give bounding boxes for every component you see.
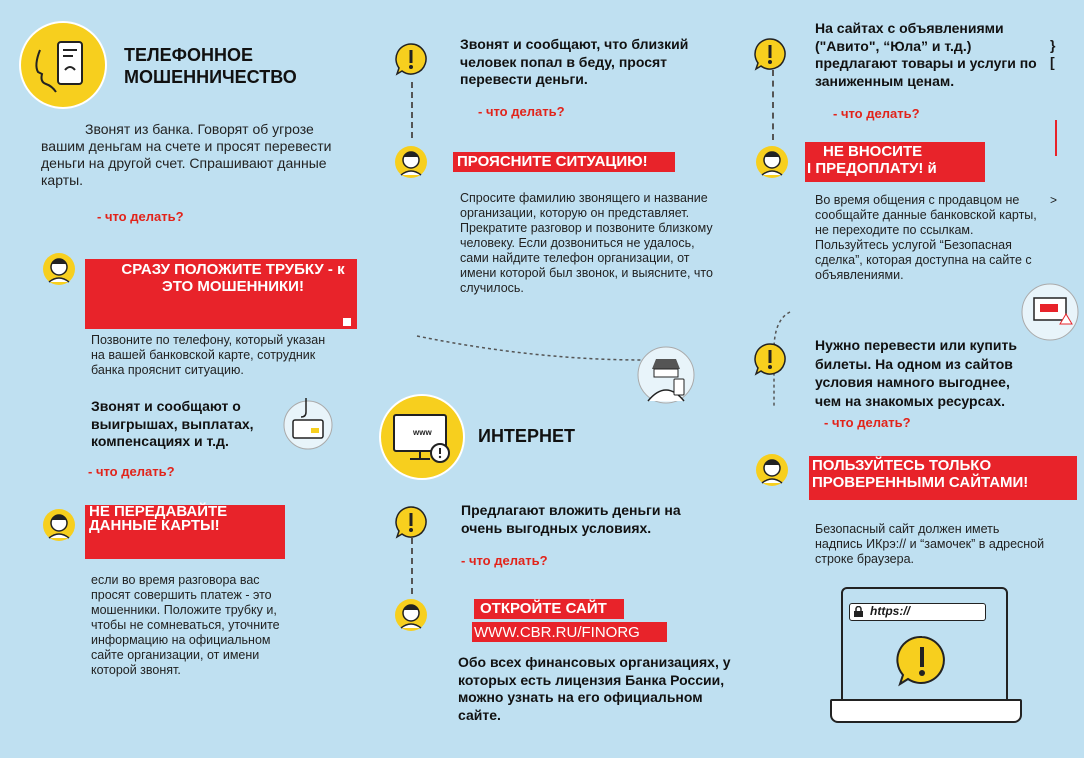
address-bar-url: https:// [870, 604, 910, 618]
operator-face-icon [755, 145, 789, 179]
warning-icon [394, 42, 428, 76]
trusted-sites-banner: ПОЛЬЗУЙТЕСЬ ТОЛЬКО ПРОВЕРЕННЫМИ САЙТАМИ! [809, 456, 1077, 500]
stray-brace: } [1050, 37, 1056, 53]
lock-icon [853, 606, 864, 618]
dashed-connector [415, 330, 645, 400]
safe-site-advice: Безопасный сайт должен иметь надпись ИКрэ:// и “замочек” в адресной строке браузера. [815, 522, 1045, 566]
stray-red-mark [1055, 120, 1057, 156]
what-to-do-label: - что делать? [833, 106, 920, 121]
phone-scam-icon [18, 20, 108, 110]
cbr-link[interactable]: WWW.CBR.RU/FINORG [472, 622, 667, 642]
screen-www-label: www [413, 428, 432, 437]
dont-share-card-banner: НЕ ПЕРЕДАВАЙТЕ ДАННЫЕ КАРТЫ! [85, 505, 285, 559]
phone-scam-title: ТЕЛЕФОННОЕ МОШЕННИЧЕСТВО [124, 45, 297, 87]
card-hook-icon [283, 394, 333, 456]
operator-face-icon [42, 508, 76, 542]
operator-face-icon [394, 598, 428, 632]
dashed-connector [772, 70, 774, 140]
warning-icon [896, 635, 948, 687]
what-to-do-label: - что делать? [461, 553, 548, 568]
dashed-connector [411, 538, 413, 594]
what-to-do-label: - что делать? [824, 415, 911, 430]
stray-bracket: [ [1050, 54, 1055, 70]
bank-advice: Позвоните по телефону, который указан на вашей банковской карте, сотрудник банка прояснит ситуацию. [91, 333, 326, 377]
what-to-do-label: - что делать? [478, 104, 565, 119]
clarify-banner: ПРОЯСНИТЕ СИТУАЦИЮ! [453, 152, 675, 172]
clarify-advice: Спросите фамилию звонящего и название организации, которую он представляет. Прекратите разговор и позвоните близкому человеку. Если дозвониться не удалось, сами найдите телефон организации, от имени которой был звонок, и выясните, что случилось. [460, 191, 713, 295]
hang-up-banner: СРАЗУ ПОЛОЖИТЕ ТРУБКУ - к ЭТО МОШЕННИКИ! [85, 259, 357, 329]
prize-scam-text: Звонят и сообщают о выигрышах, выплатах, компенсациях и т.д. [91, 398, 254, 449]
open-site-banner: ОТКРОЙТЕ САЙТ [474, 599, 624, 619]
relative-scam-text: Звонят и сообщают, что близкий человек попал в беду, просят перевести деньги. [460, 36, 689, 87]
ads-scam-text: На сайтах с объявлениями ("Авито", “Юла” и т.д.) предлагают товары и услуги по заниженным ценам. [815, 20, 1037, 89]
internet-title: ИНТЕРНЕТ [478, 426, 575, 446]
warning-icon [753, 342, 787, 376]
stray-chevron: > [1050, 193, 1058, 207]
prepayment-advice: Во время общения с продавцом не сообщайте данные банковской карты, не переходите по ссылкам. Пользуйтесь услугой “Безопасная сделка”, которая доступна на сайте с объявлениями. [815, 193, 1037, 282]
operator-face-icon [42, 252, 76, 286]
operator-face-icon [755, 453, 789, 487]
investment-scam-text: Предлагают вложить деньги на очень выгодных условиях. [461, 502, 681, 536]
laptop-base [830, 699, 1022, 723]
internet-icon [378, 393, 466, 481]
stray-white-square [343, 318, 351, 326]
hacker-icon [636, 345, 696, 405]
operator-face-icon [394, 145, 428, 179]
cbr-advice: Обо всех финансовых организациях, у которых есть лицензия Банка России, можно узнать на его официальном сайте. [458, 654, 731, 723]
warning-icon [753, 37, 787, 71]
no-prepayment-banner: НЕ ВНОСИТЕ I ПРЕДОПЛАТУ! й [805, 142, 985, 182]
payment-advice: если во время разговора вас просят совершить платеж - это мошенники. Положите трубку и, чтобы не сомневаться, уточните информацию на официальном сайте организации, от имени которой звонят. [91, 573, 280, 677]
warning-icon [394, 505, 428, 539]
phone-scam-intro: Звонят из банка. Говорят об угрозе вашим деньгам на счете и просят перевести деньги на другой счет. Спрашивают данные карты. [41, 121, 332, 188]
computer-warning-icon [1020, 282, 1080, 342]
tickets-scam-text: Нужно перевести или купить билеты. На одном из сайтов условия намного выгоднее, чем на знакомых ресурсах. [815, 337, 1017, 409]
what-to-do-label: - что делать? [88, 464, 175, 479]
what-to-do-label: - что делать? [97, 209, 184, 224]
dashed-connector [411, 82, 413, 138]
address-bar[interactable] [849, 603, 986, 621]
